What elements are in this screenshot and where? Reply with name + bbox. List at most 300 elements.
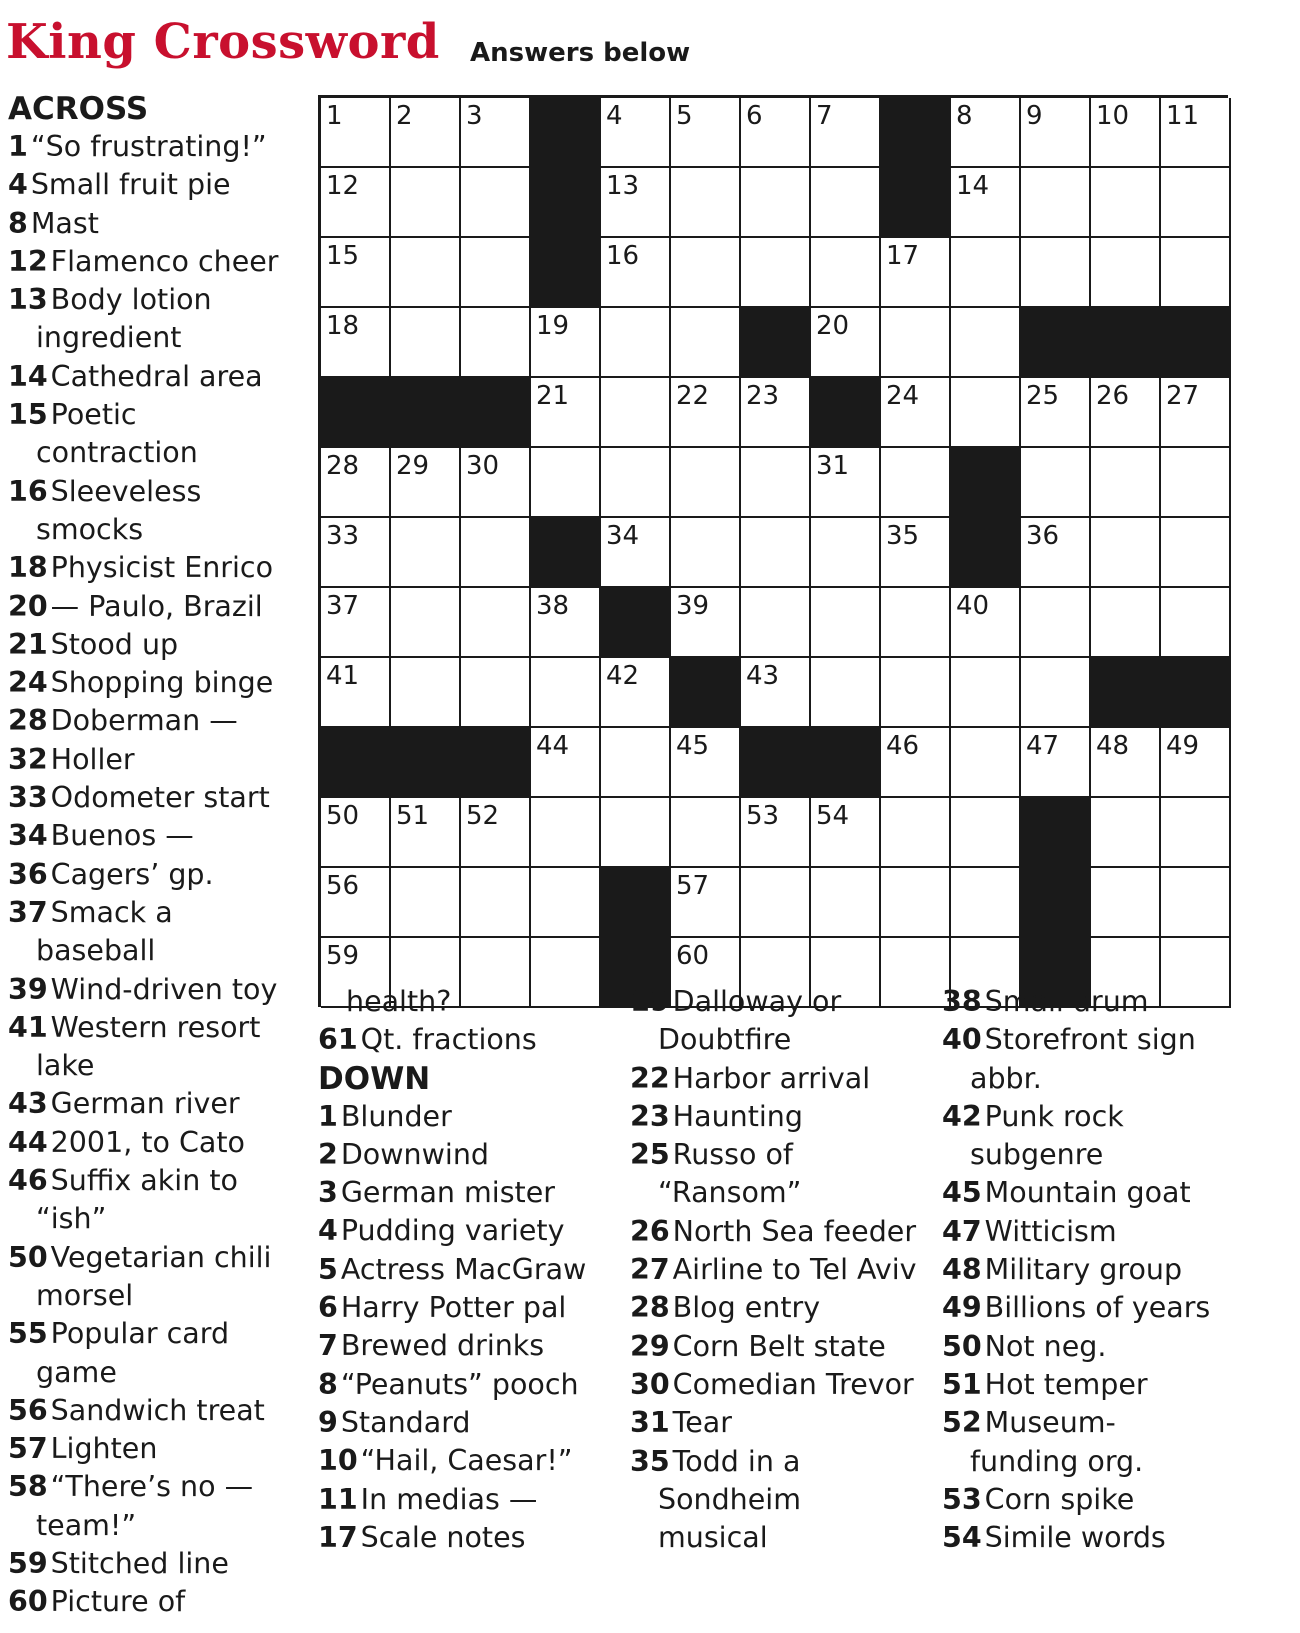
grid-cell[interactable] [1091, 588, 1161, 658]
clue-text: Picture of [50, 1585, 186, 1619]
clue-number: 45 [942, 1176, 982, 1210]
grid-cell[interactable] [951, 308, 1021, 378]
clue [318, 1098, 618, 1136]
grid-cell[interactable] [741, 378, 811, 448]
clue-number: 28 [8, 704, 48, 738]
grid-cell[interactable] [811, 308, 881, 378]
grid-cell[interactable] [531, 378, 601, 448]
grid-cell[interactable] [391, 868, 461, 938]
clue-number: 25 [630, 1138, 670, 1172]
grid-cell[interactable] [741, 238, 811, 308]
clue [630, 1366, 930, 1404]
cell-number: 8 [956, 101, 973, 131]
clue [8, 1009, 293, 1047]
clue-text: Cagers’ gp. [50, 857, 214, 891]
cell-number: 13 [606, 171, 640, 201]
clue-number: 2 [318, 1137, 338, 1171]
clue-text: Brewed drinks [340, 1329, 545, 1363]
grid-cell[interactable] [321, 238, 391, 308]
grid-cell[interactable] [461, 518, 531, 588]
clue-text: German river [50, 1087, 240, 1121]
clue-column-1 [8, 90, 293, 1622]
grid-cell[interactable] [461, 798, 531, 868]
clue-text: Harry Potter pal [340, 1291, 567, 1325]
grid-cell[interactable] [1091, 728, 1161, 798]
clue-number: 16 [8, 474, 48, 508]
grid-cell[interactable] [741, 518, 811, 588]
grid-cell[interactable] [1161, 448, 1231, 518]
clue [318, 1251, 618, 1289]
clue-text-continued: subgenre [970, 1138, 1104, 1172]
grid-cell[interactable] [671, 728, 741, 798]
grid-cell[interactable] [321, 588, 391, 658]
cell-number: 33 [326, 521, 360, 551]
cell-number: 11 [1166, 101, 1200, 131]
grid-cell[interactable] [531, 588, 601, 658]
grid-cell[interactable] [811, 658, 881, 728]
grid-cell[interactable] [601, 658, 671, 728]
cell-number: 57 [676, 871, 710, 901]
clue [8, 741, 293, 779]
clue-text-continued: “Ransom” [658, 1176, 802, 1210]
grid-cell[interactable] [811, 798, 881, 868]
grid-cell[interactable] [1161, 378, 1231, 448]
grid-cell[interactable] [1091, 518, 1161, 588]
grid-cell[interactable] [1021, 518, 1091, 588]
grid-cell[interactable] [601, 308, 671, 378]
grid-cell[interactable] [881, 308, 951, 378]
grid-cell[interactable] [601, 98, 671, 168]
grid-cell[interactable] [461, 98, 531, 168]
clue-text-continued: game [36, 1355, 117, 1389]
cell-number: 15 [326, 241, 360, 271]
black-square [1091, 658, 1161, 728]
clue-text: Cathedral area [50, 359, 263, 393]
clue [318, 1327, 618, 1365]
clue-number: 44 [8, 1125, 48, 1159]
clue-number: 27 [630, 1253, 670, 1287]
clue [8, 588, 293, 626]
clue-number: 20 [8, 589, 48, 623]
black-square [391, 728, 461, 798]
grid-cell[interactable] [461, 588, 531, 658]
grid-cell[interactable] [531, 728, 601, 798]
clue [630, 1136, 930, 1174]
clue [630, 1098, 930, 1136]
grid-cell[interactable] [1091, 168, 1161, 238]
grid-cell[interactable] [391, 98, 461, 168]
clue-text: Blunder [340, 1099, 452, 1133]
grid-cell[interactable] [951, 98, 1021, 168]
grid-cell[interactable] [951, 588, 1021, 658]
grid-cell[interactable] [741, 448, 811, 518]
clue-number: 7 [318, 1329, 338, 1363]
clue-text: Sandwich treat [50, 1393, 265, 1427]
clue-text: Popular card [50, 1317, 230, 1351]
clue-number: 61 [318, 1023, 358, 1057]
grid-cell[interactable] [741, 658, 811, 728]
clue-text: Witticism [984, 1214, 1117, 1248]
grid-cell[interactable] [811, 98, 881, 168]
cell-number: 24 [886, 381, 920, 411]
cell-number: 1 [326, 101, 343, 131]
cell-number: 40 [956, 591, 990, 621]
grid-cell[interactable] [741, 868, 811, 938]
grid-cell[interactable] [461, 448, 531, 518]
grid-cell[interactable] [461, 658, 531, 728]
clue-text: Simile words [984, 1521, 1166, 1555]
clue [8, 1583, 293, 1621]
grid-cell[interactable] [531, 308, 601, 378]
clue [8, 1162, 293, 1200]
clue [8, 128, 293, 166]
grid-cell[interactable] [671, 588, 741, 658]
clue-text: Buenos — [50, 819, 194, 853]
clue [8, 358, 293, 396]
black-square [951, 448, 1021, 518]
clue-column-2 [318, 983, 618, 1557]
grid-cell[interactable] [321, 448, 391, 518]
grid-cell[interactable] [531, 798, 601, 868]
grid-cell[interactable] [531, 868, 601, 938]
grid-cell[interactable] [1091, 798, 1161, 868]
clue-text: “Peanuts” pooch [340, 1367, 579, 1401]
grid-cell[interactable] [671, 238, 741, 308]
clue [318, 1174, 618, 1212]
clue [942, 1366, 1242, 1404]
clue [318, 1404, 618, 1442]
clue-text: Suffix akin to [50, 1164, 238, 1198]
grid-cell[interactable] [741, 98, 811, 168]
black-square [811, 728, 881, 798]
cell-number: 3 [466, 101, 483, 131]
grid-cell[interactable] [1091, 448, 1161, 518]
grid-cell[interactable] [321, 98, 391, 168]
clue [318, 1442, 618, 1480]
clue-text-continued: ingredient [36, 321, 182, 355]
clue [8, 243, 293, 281]
clue [318, 1289, 618, 1327]
clue-text: Corn Belt state [672, 1329, 886, 1363]
grid-cell[interactable] [951, 868, 1021, 938]
clue-text: Haunting [672, 1099, 803, 1133]
clue-number: 48 [942, 1253, 982, 1287]
clue-number: 30 [630, 1367, 670, 1401]
clue-text: Russo of [672, 1138, 793, 1172]
clue-text: Vegetarian chili [50, 1240, 272, 1274]
grid-cell[interactable] [391, 448, 461, 518]
grid-cell[interactable] [881, 658, 951, 728]
cell-number: 51 [396, 801, 430, 831]
grid-cell[interactable] [741, 168, 811, 238]
grid-cell[interactable] [601, 798, 671, 868]
clue [8, 281, 293, 319]
clue-number: 4 [8, 168, 28, 202]
grid-cell[interactable] [321, 308, 391, 378]
clue [8, 1545, 293, 1583]
black-square [461, 378, 531, 448]
clue-text: Standard [340, 1405, 471, 1439]
grid-cell[interactable] [391, 168, 461, 238]
grid-cell[interactable] [601, 448, 671, 518]
cell-number: 52 [466, 801, 500, 831]
grid-cell[interactable] [811, 588, 881, 658]
black-square [531, 518, 601, 588]
grid-cell[interactable] [1161, 168, 1231, 238]
black-square [741, 308, 811, 378]
grid-cell[interactable] [881, 868, 951, 938]
grid-cell[interactable] [1021, 378, 1091, 448]
clue-text-continued: Sondheim [658, 1482, 801, 1516]
grid-cell[interactable] [671, 308, 741, 378]
clue [630, 1289, 930, 1327]
grid-cell[interactable] [881, 448, 951, 518]
grid-cell[interactable] [461, 308, 531, 378]
grid-cell[interactable] [881, 588, 951, 658]
black-square [531, 238, 601, 308]
clue [8, 702, 293, 740]
clue [630, 983, 930, 1021]
grid-cell[interactable] [811, 448, 881, 518]
clue-number: 21 [8, 627, 48, 661]
clue-text-continued: smocks [36, 512, 144, 546]
clue [318, 1366, 618, 1404]
clue-number: 54 [942, 1521, 982, 1555]
clue [630, 1060, 930, 1098]
clue [630, 1404, 930, 1442]
grid-cell[interactable] [391, 238, 461, 308]
clue-number: 42 [942, 1099, 982, 1133]
clue-text: 2001, to Cato [50, 1125, 245, 1159]
black-square [1091, 308, 1161, 378]
cell-number: 31 [816, 451, 850, 481]
grid-cell[interactable] [461, 238, 531, 308]
clue-text: Hot temper [984, 1367, 1148, 1401]
clue [942, 1481, 1242, 1519]
cell-number: 16 [606, 241, 640, 271]
clue [8, 971, 293, 1009]
grid-cell[interactable] [1021, 238, 1091, 308]
clue [942, 1328, 1242, 1366]
clue-text: Small fruit pie [30, 168, 231, 202]
grid-cell[interactable] [811, 238, 881, 308]
cell-number: 60 [676, 941, 710, 971]
grid-cell[interactable] [1021, 168, 1091, 238]
grid-cell[interactable] [601, 728, 671, 798]
answers-note: Answers below [470, 38, 691, 68]
clue-text-continued: “ish” [36, 1202, 107, 1236]
grid-cell[interactable] [391, 308, 461, 378]
grid-cell[interactable] [391, 588, 461, 658]
clue [630, 1213, 930, 1251]
cell-number: 25 [1026, 381, 1060, 411]
clue-text-continued: lake [36, 1049, 95, 1083]
grid-cell[interactable] [671, 378, 741, 448]
clue [630, 1328, 930, 1366]
cell-number: 30 [466, 451, 500, 481]
grid-cell[interactable] [391, 798, 461, 868]
grid-cell[interactable] [951, 168, 1021, 238]
grid-cell[interactable] [321, 168, 391, 238]
grid-cell[interactable] [601, 518, 671, 588]
clue-number: 3 [318, 1176, 338, 1210]
clue [8, 856, 293, 894]
grid-cell[interactable] [1161, 518, 1231, 588]
clue [942, 1098, 1242, 1136]
grid-cell[interactable] [321, 798, 391, 868]
clue-text: “So frustrating!” [30, 130, 267, 163]
black-square [741, 728, 811, 798]
grid-cell[interactable] [1161, 868, 1231, 938]
grid-cell[interactable] [951, 238, 1021, 308]
clue-number: 9 [318, 1405, 338, 1439]
clue-text: Comedian Trevor [672, 1367, 914, 1401]
clue [8, 1392, 293, 1430]
grid-cell[interactable] [1161, 728, 1231, 798]
clue-number: 8 [8, 206, 28, 240]
grid-cell[interactable] [951, 798, 1021, 868]
clue [8, 1085, 293, 1123]
clue-text: Sleeveless [50, 474, 202, 508]
grid-cell[interactable] [671, 98, 741, 168]
clue-number: 6 [318, 1291, 338, 1325]
grid-cell[interactable] [1021, 658, 1091, 728]
grid-cell[interactable] [741, 588, 811, 658]
clue [8, 1430, 293, 1468]
grid-cell[interactable] [1091, 378, 1161, 448]
clue-number: 5 [318, 1252, 338, 1286]
cell-number: 48 [1096, 731, 1130, 761]
grid-cell[interactable] [601, 238, 671, 308]
grid-cell[interactable] [951, 658, 1021, 728]
grid-cell[interactable] [321, 518, 391, 588]
clue-text: Military group [984, 1253, 1183, 1287]
clue-number: 36 [8, 857, 48, 891]
clue-text-continued: contraction [36, 436, 198, 470]
grid-cell[interactable] [531, 658, 601, 728]
cell-number: 42 [606, 661, 640, 691]
grid-cell[interactable] [881, 378, 951, 448]
clue [8, 664, 293, 702]
grid-cell[interactable] [1021, 728, 1091, 798]
black-square [1021, 308, 1091, 378]
cell-number: 45 [676, 731, 710, 761]
grid-cell[interactable] [671, 798, 741, 868]
clue [318, 1021, 618, 1059]
grid-cell[interactable] [811, 168, 881, 238]
grid-cell[interactable] [1021, 588, 1091, 658]
grid-cell[interactable] [881, 728, 951, 798]
cell-number: 36 [1026, 521, 1060, 551]
clue-text: Corn spike [984, 1482, 1135, 1516]
cell-number: 27 [1166, 381, 1200, 411]
grid-cell[interactable] [1161, 588, 1231, 658]
clue-number: 50 [8, 1240, 48, 1274]
grid-cell[interactable] [951, 378, 1021, 448]
black-square [1021, 798, 1091, 868]
cell-number: 49 [1166, 731, 1200, 761]
grid-cell[interactable] [461, 868, 531, 938]
clue-text: Western resort [50, 1010, 261, 1044]
grid-cell[interactable] [671, 168, 741, 238]
black-square [601, 868, 671, 938]
grid-cell[interactable] [671, 518, 741, 588]
clue [942, 1519, 1242, 1557]
clue-text: Doberman — [50, 704, 238, 738]
grid-cell[interactable] [671, 868, 741, 938]
grid-cell[interactable] [1021, 98, 1091, 168]
grid-cell[interactable] [741, 798, 811, 868]
clue [8, 779, 293, 817]
grid-cell[interactable] [881, 798, 951, 868]
grid-cell[interactable] [531, 448, 601, 518]
grid-cell[interactable] [811, 868, 881, 938]
cell-number: 10 [1096, 101, 1130, 131]
clue-text: Shopping binge [50, 666, 274, 700]
grid-cell[interactable] [391, 658, 461, 728]
clue-number: 43 [8, 1087, 48, 1121]
grid-cell[interactable] [601, 168, 671, 238]
clue [8, 205, 293, 243]
clue [942, 1289, 1242, 1327]
grid-cell[interactable] [321, 868, 391, 938]
grid-cell[interactable] [1161, 98, 1231, 168]
grid-cell[interactable] [1091, 238, 1161, 308]
clue-number: 53 [942, 1482, 982, 1516]
grid-cell[interactable] [1161, 238, 1231, 308]
grid-cell[interactable] [811, 518, 881, 588]
section-heading: DOWN [318, 1060, 431, 1097]
grid-cell[interactable] [1161, 798, 1231, 868]
clue-number: 26 [630, 1214, 670, 1248]
grid-cell[interactable] [321, 658, 391, 728]
grid-cell[interactable] [1091, 868, 1161, 938]
clue-text: German mister [340, 1176, 555, 1210]
cell-number: 54 [816, 801, 850, 831]
grid-cell[interactable] [391, 518, 461, 588]
cell-number: 2 [396, 101, 413, 131]
clue [318, 1136, 618, 1174]
black-square [321, 378, 391, 448]
black-square [881, 168, 951, 238]
clue-text: Stood up [50, 627, 179, 661]
grid-cell[interactable] [1021, 448, 1091, 518]
cell-number: 18 [326, 311, 360, 341]
cell-number: 59 [326, 941, 360, 971]
clue-text: North Sea feeder [672, 1214, 917, 1248]
clue-text: Smack a [50, 895, 173, 929]
clue-number: 10 [318, 1444, 358, 1478]
grid-cell[interactable] [881, 238, 951, 308]
cell-number: 46 [886, 731, 920, 761]
grid-cell[interactable] [461, 168, 531, 238]
clue-column-3 [630, 983, 930, 1557]
cell-number: 7 [816, 101, 833, 131]
black-square [321, 728, 391, 798]
grid-cell[interactable] [881, 518, 951, 588]
clue [318, 1481, 618, 1519]
clue [8, 1468, 293, 1506]
cell-number: 38 [536, 591, 570, 621]
clue [8, 549, 293, 587]
grid-cell[interactable] [671, 448, 741, 518]
grid-cell[interactable] [1091, 98, 1161, 168]
grid-cell[interactable] [601, 378, 671, 448]
clue [942, 1021, 1242, 1059]
black-square [811, 378, 881, 448]
clue-number: 19 [630, 985, 670, 1018]
grid-cell[interactable] [951, 728, 1021, 798]
